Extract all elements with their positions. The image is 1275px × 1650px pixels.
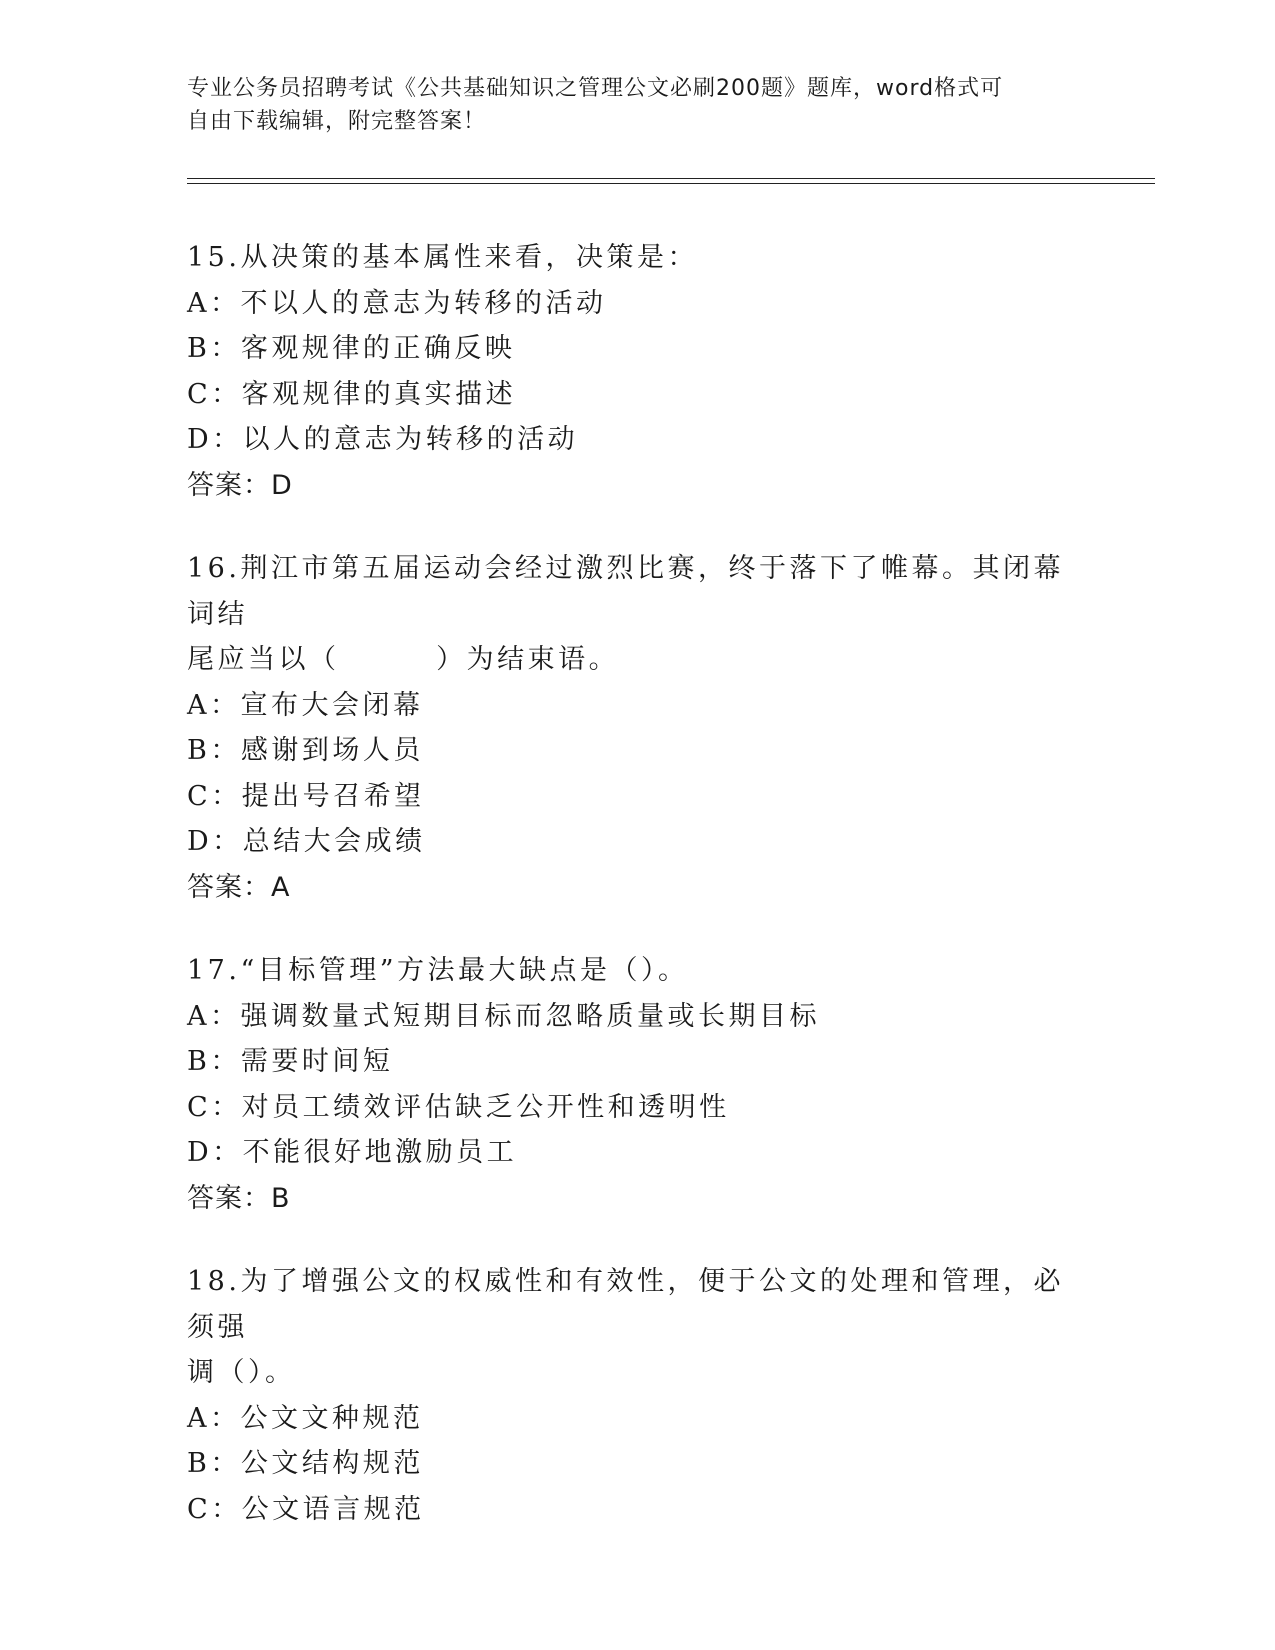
question-15 — [187, 235, 1087, 508]
question-16 — [187, 546, 1087, 910]
document-header — [187, 72, 1067, 138]
option-b: B：客观规律的正确反映 — [187, 333, 516, 364]
question-stem: 16.荆江市第五届运动会经过激烈比赛，终于落下了帷幕。其闭幕词结 — [187, 553, 1064, 630]
option-c: C：对员工绩效评估缺乏公开性和透明性 — [187, 1091, 730, 1123]
option-d: D：总结大会成绩 — [187, 826, 426, 857]
question-stem-continued: 尾应当以（ ）为结束语。 — [187, 644, 620, 675]
option-b: B：需要时间短 — [187, 1046, 394, 1077]
option-c: C：公文语言规范 — [187, 1493, 425, 1525]
question-stem: 18.为了增强公文的权威性和有效性，便于公文的处理和管理，必须强 — [187, 1266, 1064, 1343]
question-list — [187, 235, 1087, 1570]
option-a: A：不以人的意志为转移的活动 — [187, 287, 607, 319]
option-d: D：不能很好地激励员工 — [187, 1137, 518, 1168]
option-a: A：强调数量式短期目标而忽略质量或长期目标 — [187, 1000, 820, 1032]
answer-line: 答案：B — [187, 1182, 291, 1214]
question-stem: 17.“目标管理”方法最大缺点是（）。 — [187, 955, 689, 986]
header-line-2: 自由下载编辑，附完整答案！ — [187, 109, 487, 134]
question-stem-continued: 调（）。 — [187, 1357, 296, 1388]
question-18 — [187, 1259, 1087, 1532]
option-c: C：提出号召希望 — [187, 780, 425, 812]
answer-line: 答案：A — [187, 871, 291, 903]
question-stem: 15.从决策的基本属性来看，决策是： — [187, 242, 698, 273]
question-17 — [187, 948, 1087, 1221]
header-divider-bottom — [187, 183, 1155, 184]
option-d: D：以人的意志为转移的活动 — [187, 424, 579, 455]
option-b: B：感谢到场人员 — [187, 735, 424, 766]
header-divider-top — [187, 178, 1155, 179]
answer-line: 答案：D — [187, 469, 293, 501]
option-a: A：公文文种规范 — [187, 1402, 424, 1434]
option-c: C：客观规律的真实描述 — [187, 378, 517, 410]
option-a: A：宣布大会闭幕 — [187, 689, 424, 721]
header-line-1: 专业公务员招聘考试《公共基础知识之管理公文必刷200题》题库，word格式可 — [187, 76, 1004, 101]
option-b: B：公文结构规范 — [187, 1448, 424, 1479]
